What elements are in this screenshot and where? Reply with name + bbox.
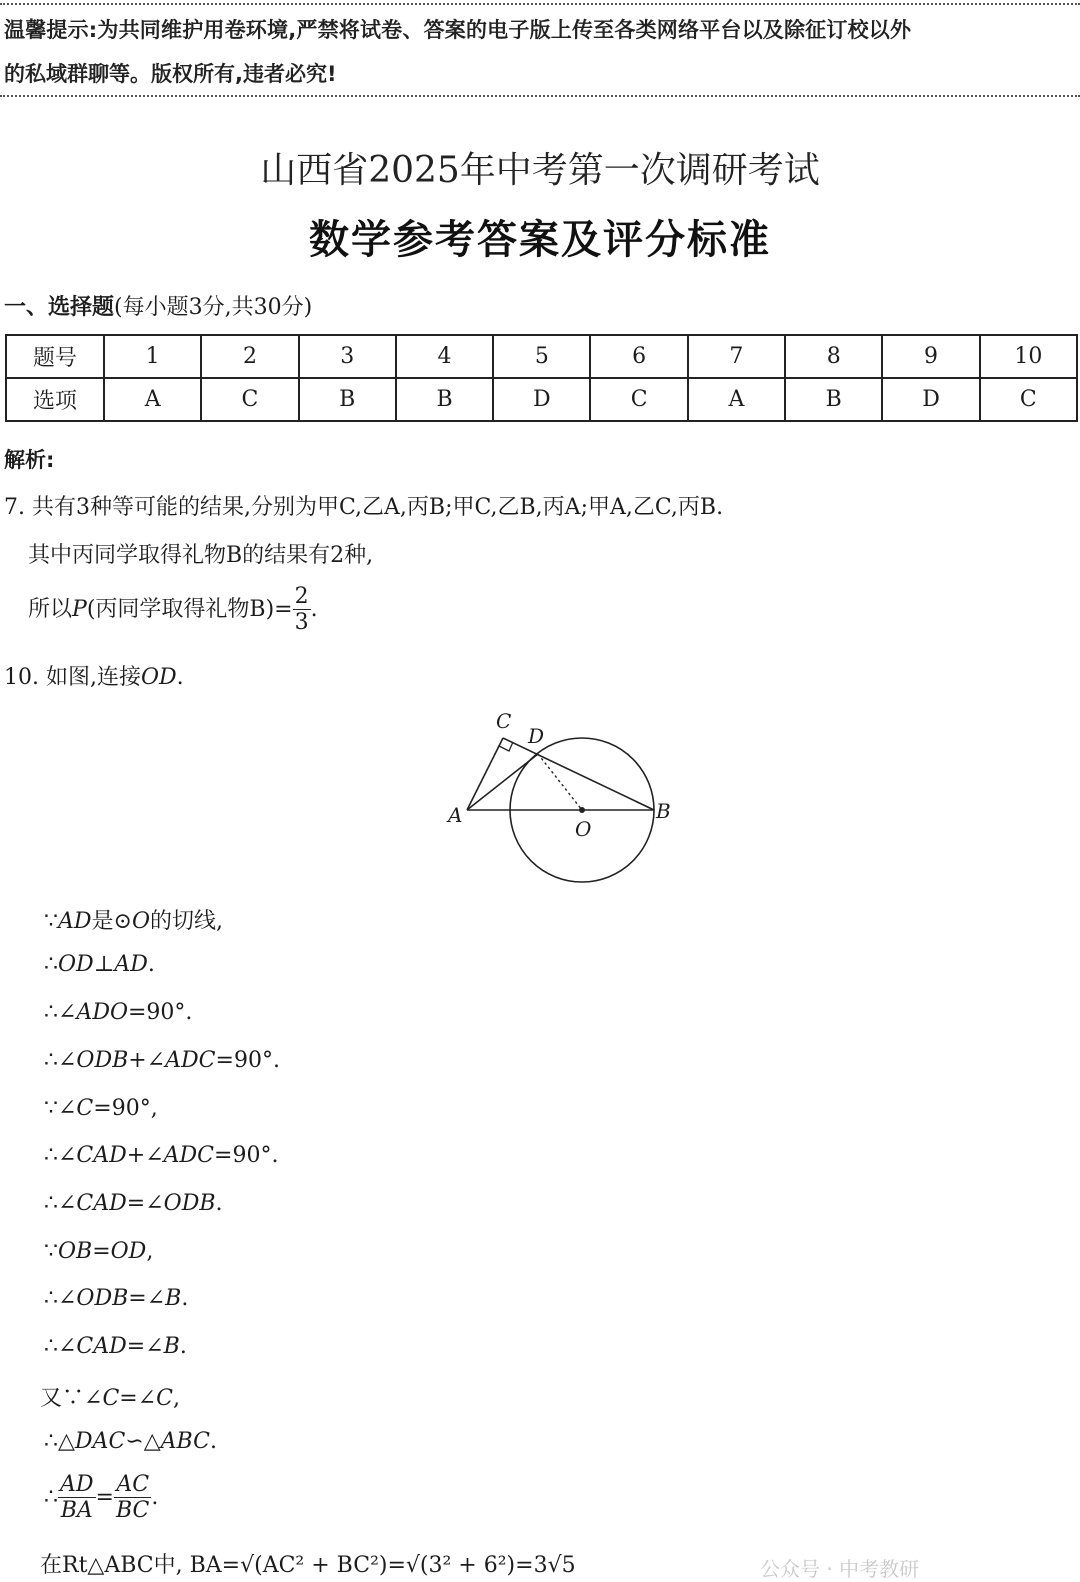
label-c: C (496, 709, 512, 733)
q7-event: (丙同学取得礼物B)= (86, 596, 293, 622)
q10-intro-end: . (176, 665, 184, 690)
proof-step (44, 1286, 188, 1311)
proof-symbol: ∴ (44, 1286, 58, 1311)
bottom-dotted-rule (0, 95, 1080, 97)
proof-symbol: ∵ (44, 1096, 58, 1121)
answer-table (5, 334, 1078, 422)
proof-step (44, 1239, 153, 1264)
proof-symbol: ∴ (44, 1334, 58, 1359)
table-cell: 6 (590, 335, 687, 378)
table-cell: D (882, 378, 979, 421)
q7-fraction (293, 584, 311, 636)
segment-od-dotted (538, 754, 582, 810)
table-cell: B (785, 378, 882, 421)
proof-text: =90°. (214, 1143, 279, 1168)
label-d: D (528, 724, 545, 748)
table-cell: 4 (396, 335, 493, 378)
section-heading (4, 290, 312, 321)
q7-line-2: 其中丙同学取得礼物B的结果有2种, (28, 543, 374, 568)
table-header-cell: 题号 (6, 335, 104, 378)
table-cell: 3 (299, 335, 396, 378)
proof-text: . (215, 1191, 223, 1216)
table-cell: C (590, 378, 687, 421)
proof-expr: ∠C (58, 1096, 94, 1121)
proof-expr: ∠ODB=∠B (58, 1286, 182, 1311)
section-heading-label: 一、选择题 (4, 295, 115, 320)
table-cell: B (396, 378, 493, 421)
q7-fraction-numerator: 2 (294, 584, 309, 609)
proof-symbol: ∴ (44, 1048, 58, 1073)
proof-text: . (179, 1334, 187, 1359)
proof-step (44, 1143, 278, 1168)
top-dotted-rule (0, 3, 1080, 5)
proof-symbol: ∴ (44, 1143, 58, 1168)
segment-ac (467, 738, 503, 810)
table-cell: C (980, 378, 1077, 421)
table-cell: 8 (785, 335, 882, 378)
ratio-denominator-2: BC (115, 1498, 150, 1524)
table-cell: C (201, 378, 298, 421)
q7-line-3 (28, 584, 318, 636)
ratio-numerator-1: AD (60, 1472, 94, 1497)
page-title: 数学参考答案及评分标准 (309, 216, 771, 263)
ratio-fraction-1 (58, 1472, 96, 1524)
q7-fraction-denominator: 3 (294, 610, 309, 636)
segment-ad (467, 754, 538, 810)
copyright-notice (0, 0, 1080, 100)
proof-expr: △DAC∽△ABC (58, 1429, 210, 1454)
table-cell: 10 (980, 335, 1077, 378)
proof-text: =90°, (93, 1096, 158, 1121)
proof-symbol: ∴ (44, 1484, 58, 1510)
proof-step (44, 1048, 280, 1073)
proof-expr: ∠ODB+∠ADC (58, 1048, 216, 1073)
proof-expr: ∠CAD=∠ODB (58, 1191, 216, 1216)
table-cell: A (688, 378, 785, 421)
notice-line-1: 温馨提示:为共同维护用卷环境,严禁将试卷、答案的电子版上传至各类网络平台以及除征订校以外 (4, 18, 912, 42)
notice-line-2: 的私域群聊等。版权所有,违者必究! (4, 62, 337, 86)
ratio-fraction-2 (114, 1472, 151, 1524)
proof-text: , (146, 1239, 154, 1264)
proof-symbol: ∵ (44, 1239, 58, 1264)
proof-step (44, 904, 223, 935)
proof-text: . (181, 1286, 189, 1311)
ratio-end: . (151, 1484, 159, 1510)
table-row-numbers (6, 335, 1077, 378)
proof-symbol: ∴ (44, 1000, 58, 1025)
exam-title: 山西省2025年中考第一次调研考试 (260, 150, 820, 191)
proof-text: 的切线, (150, 909, 224, 934)
proof-expr: ∠CAD+∠ADC (58, 1143, 215, 1168)
proof-ratio (44, 1472, 158, 1524)
proof-expr: ∠ADO (58, 1000, 128, 1025)
proof-expr: AD (58, 909, 92, 934)
proof-step (44, 952, 155, 977)
proof-expr: OD⊥AD (58, 952, 148, 977)
q10-intro-od: OD (140, 665, 177, 690)
q7-line-1: 7. 共有3种等可能的结果,分别为甲C,乙A,丙B;甲C,乙B,丙A;甲A,乙C,丙B. (4, 495, 724, 520)
q10-intro (4, 660, 184, 691)
q10-intro-text: 10. 如图,连接 (4, 665, 141, 690)
proof-step (44, 1000, 192, 1025)
proof-symbol: ∵ (44, 909, 58, 934)
watermark: 公众号 · 中考教研 (760, 1557, 920, 1581)
center-point (579, 807, 585, 813)
table-cell: 1 (104, 335, 201, 378)
proof-text: 是⊙ (91, 909, 132, 934)
q7-end: . (310, 596, 318, 622)
proof-expr: ∠CAD=∠B (58, 1334, 180, 1359)
proof-step (44, 1191, 223, 1216)
table-cell: 5 (493, 335, 590, 378)
geometry-figure (420, 700, 700, 890)
proof-expr: ∠C=∠C (84, 1386, 173, 1411)
proof-text: =90°. (215, 1048, 280, 1073)
table-cell: 2 (201, 335, 298, 378)
table-header-cell: 选项 (6, 378, 104, 421)
table-cell: 9 (882, 335, 979, 378)
cut-off-last-line: 在Rt△ABC中, BA=√(AC² + BC²)=√(3² + 6²)=3√5 (40, 1553, 576, 1578)
q7-prefix: 所以 (28, 596, 73, 622)
table-row-options (6, 378, 1077, 421)
proof-step (40, 1381, 180, 1412)
proof-symbol: ∴ (44, 1429, 58, 1454)
proof-symbol: ∴ (44, 952, 58, 977)
table-cell: A (104, 378, 201, 421)
proof-symbol: ∴ (44, 1191, 58, 1216)
label-a: A (448, 803, 463, 827)
q7-probability-symbol: P (72, 596, 87, 622)
ratio-denominator-1: BA (60, 1498, 93, 1524)
proof-symbol: 又∵ (40, 1386, 85, 1411)
proof-text: . (209, 1429, 217, 1454)
proof-step (44, 1429, 217, 1454)
proof-text: . (147, 952, 155, 977)
analysis-label: 解析: (4, 448, 55, 472)
ratio-numerator-2: AC (114, 1472, 151, 1498)
segment-cb (503, 738, 654, 810)
section-heading-note: (每小题3分,共30分) (114, 295, 313, 320)
table-cell: B (299, 378, 396, 421)
proof-step (44, 1096, 158, 1121)
ratio-equals: = (95, 1484, 114, 1510)
proof-text: =90°. (128, 1000, 193, 1025)
proof-text: , (172, 1386, 180, 1411)
table-cell: D (493, 378, 590, 421)
proof-step (44, 1334, 187, 1359)
label-o: O (575, 817, 592, 841)
proof-expr: O (131, 909, 151, 934)
proof-expr: OB=OD (58, 1239, 147, 1264)
table-cell: 7 (688, 335, 785, 378)
label-b: B (656, 799, 671, 823)
